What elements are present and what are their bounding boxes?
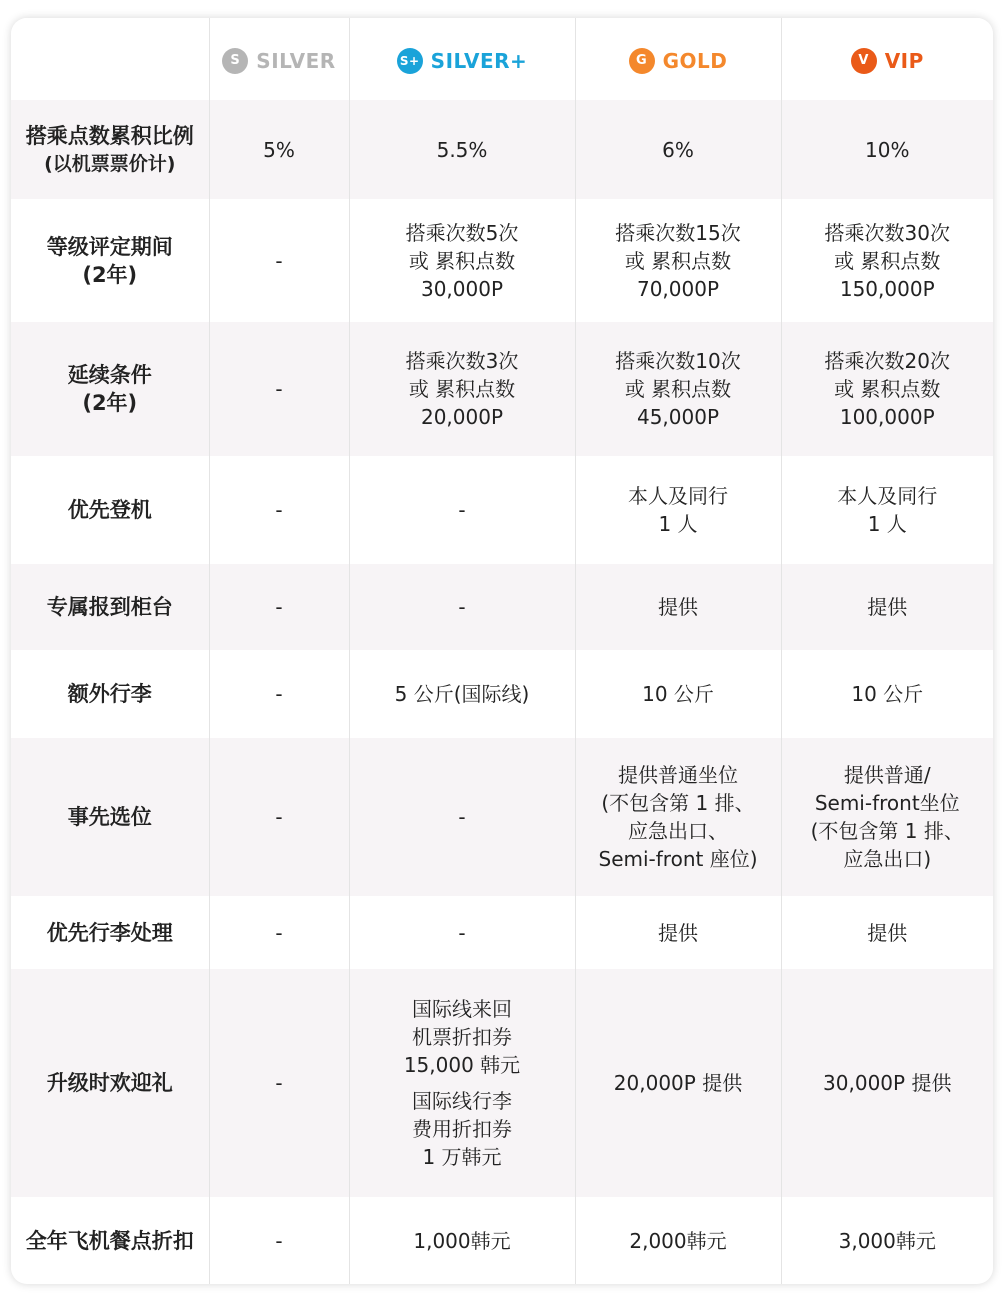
row-upgrade-welcome-gift — [11, 969, 993, 1197]
cell-gold — [575, 738, 781, 896]
cell-silver-plus — [349, 896, 575, 969]
cell-text-line: 1 万韩元 — [422, 1145, 502, 1169]
cell-silver — [209, 896, 349, 969]
cell-text-line: 1,000韩元 — [413, 1229, 511, 1253]
cell-text-line: 150,000P — [839, 276, 935, 301]
cell-text-line: Semi-front坐位 — [814, 791, 960, 815]
cell-gold — [575, 969, 781, 1197]
cell-text-line: 本人及同行 — [837, 484, 938, 508]
cell-text-line: - — [458, 805, 466, 829]
row-label-line: (以机票票价计) — [44, 152, 176, 175]
cell-text-line: - — [275, 682, 283, 706]
cell-gold — [575, 1197, 781, 1284]
cell-silver — [209, 100, 349, 199]
cell-text-line: 45,000P — [636, 405, 720, 429]
cell-text-line: 100,000P — [839, 405, 935, 429]
row-renewal-condition — [11, 322, 993, 456]
cell-silver-plus — [349, 322, 575, 456]
cell-text-line: - — [458, 595, 466, 619]
row-label — [11, 1197, 209, 1284]
cell-silver — [209, 1197, 349, 1284]
cell-text-line: - — [275, 248, 283, 273]
row-label — [11, 896, 209, 969]
cell-silver-plus — [349, 738, 575, 896]
cell-vip — [781, 896, 993, 969]
cell-text-line: 国际线来回 — [412, 997, 512, 1021]
row-label — [11, 738, 209, 896]
cell-vip — [781, 650, 993, 738]
corner-cell — [11, 18, 209, 100]
cell-text-line: 或 累积点数 — [624, 248, 732, 273]
cell-text-line: Semi-front 座位) — [598, 847, 758, 871]
row-inflight-meal-discount — [11, 1197, 993, 1284]
cell-text-line: 搭乘次数20次 — [824, 349, 950, 373]
cell-silver-plus — [349, 456, 575, 564]
cell-text-line: 5 公斤(国际线) — [394, 682, 530, 706]
cell-gold — [575, 456, 781, 564]
cell-text-line: - — [458, 920, 466, 945]
row-label — [11, 199, 209, 322]
tier-header-vip — [781, 18, 993, 100]
cell-text-line: 20,000P — [420, 405, 504, 429]
cell-text-line: - — [275, 1229, 283, 1253]
tier-name: VIP — [884, 49, 924, 73]
cell-text-line: - — [275, 805, 283, 829]
cell-text-line: - — [275, 595, 283, 619]
cell-text-line: 提供 — [867, 595, 908, 619]
cell-silver — [209, 650, 349, 738]
tier-header-gold — [575, 18, 781, 100]
tier-name: SILVER+ — [430, 48, 528, 73]
row-label-line: 全年飞机餐点折扣 — [25, 1229, 194, 1253]
cell-silver-plus — [349, 199, 575, 322]
cell-text-line: 提供 — [658, 595, 698, 619]
cell-text-line: 提供 — [867, 920, 908, 945]
gold-badge-icon: G — [629, 48, 655, 74]
row-label-line: 额外行李 — [67, 682, 152, 706]
cell-text-line: 1 人 — [658, 512, 698, 536]
silver-plus-badge-icon: S+ — [397, 48, 423, 74]
silver-badge-icon: S — [222, 48, 248, 74]
row-label — [11, 322, 209, 456]
row-label-line: 专属报到柜台 — [46, 595, 173, 619]
cell-text-line: 搭乘次数10次 — [615, 349, 741, 373]
row-label-line: 等级评定期间 — [46, 234, 173, 259]
cell-gold — [575, 564, 781, 650]
cell-text-line: - — [275, 1071, 283, 1095]
cell-gold — [575, 199, 781, 322]
spacer — [356, 1079, 569, 1087]
row-label-line: 升级时欢迎礼 — [46, 1071, 173, 1095]
cell-silver — [209, 969, 349, 1197]
cell-text-line: 3,000韩元 — [838, 1229, 936, 1253]
cell-text-line: 5% — [263, 137, 295, 162]
row-exclusive-checkin — [11, 564, 993, 650]
row-qualification-period — [11, 199, 993, 322]
row-label — [11, 650, 209, 738]
cell-text-line: 2,000韩元 — [629, 1229, 727, 1253]
cell-text-line: 20,000P 提供 — [613, 1071, 743, 1095]
cell-text-line: 搭乘次数15次 — [615, 220, 741, 245]
cell-vip — [781, 969, 993, 1197]
row-extra-baggage — [11, 650, 993, 738]
row-label-line: (2年) — [82, 391, 138, 415]
tier-header-silver — [209, 18, 349, 100]
cell-text-line: 或 累积点数 — [408, 248, 516, 273]
row-label-line: 优先行李处理 — [46, 920, 173, 945]
cell-text-line: 提供普通坐位 — [618, 763, 738, 787]
cell-text-line: 搭乘次数5次 — [405, 220, 519, 245]
cell-text-line: 30,000P 提供 — [823, 1071, 952, 1095]
cell-silver — [209, 738, 349, 896]
row-label — [11, 456, 209, 564]
cell-silver-plus — [349, 650, 575, 738]
row-label-line: 优先登机 — [67, 498, 152, 522]
tier-header-silver-plus — [349, 18, 575, 100]
cell-text-line: 提供 — [658, 920, 698, 945]
cell-text-line: (不包含第 1 排、 — [601, 791, 755, 815]
row-priority-boarding — [11, 456, 993, 564]
cell-text-line: 5.5% — [436, 137, 488, 162]
cell-text-line: 30,000P — [420, 276, 504, 301]
cell-text-line: 或 累积点数 — [834, 377, 941, 401]
row-earn-rate — [11, 100, 993, 199]
cell-text-line: 应急出口) — [843, 847, 932, 871]
cell-text-line: (不包含第 1 排、 — [810, 819, 964, 843]
cell-text-line: 或 累积点数 — [834, 248, 941, 273]
vip-badge-icon: V — [851, 48, 877, 74]
cell-text-line: 本人及同行 — [628, 484, 728, 508]
cell-text-line: 15,000 韩元 — [403, 1053, 521, 1077]
cell-text-line: 搭乘次数30次 — [824, 220, 950, 245]
tier-header-row — [11, 18, 993, 100]
cell-silver — [209, 564, 349, 650]
cell-vip — [781, 199, 993, 322]
row-label — [11, 969, 209, 1197]
cell-text-line: 应急出口、 — [628, 819, 728, 843]
cell-text-line: 10 公斤 — [642, 682, 714, 706]
cell-text-line: 或 累积点数 — [624, 377, 732, 401]
row-label-line: 延续条件 — [67, 363, 152, 387]
cell-text-line: 6% — [662, 137, 694, 162]
row-label-line: (2年) — [82, 262, 138, 287]
cell-text-line: 70,000P — [636, 276, 720, 301]
cell-silver — [209, 199, 349, 322]
cell-gold — [575, 650, 781, 738]
cell-silver-plus — [349, 564, 575, 650]
cell-text-line: 搭乘次数3次 — [405, 349, 519, 373]
cell-text-line: 1 人 — [867, 512, 907, 536]
cell-text-line: - — [275, 920, 283, 945]
cell-gold — [575, 100, 781, 199]
cell-text-line: - — [275, 498, 283, 522]
cell-silver — [209, 456, 349, 564]
row-priority-baggage — [11, 896, 993, 969]
cell-text-line: 或 累积点数 — [408, 377, 516, 401]
benefits-card — [11, 18, 993, 1284]
tier-benefits-table — [11, 18, 993, 1284]
cell-text-line: 提供普通/ — [843, 763, 931, 787]
tier-name: SILVER — [256, 49, 336, 73]
cell-text-line: 10 公斤 — [851, 682, 924, 706]
tier-name: GOLD — [662, 49, 728, 73]
cell-text-line: - — [458, 498, 466, 522]
row-label — [11, 100, 209, 199]
cell-silver-plus — [349, 100, 575, 199]
row-advance-seat-selection — [11, 738, 993, 896]
row-label — [11, 564, 209, 650]
row-label-line: 搭乘点数累积比例 — [25, 123, 194, 148]
cell-silver-plus — [349, 1197, 575, 1284]
cell-vip — [781, 738, 993, 896]
cell-vip — [781, 100, 993, 199]
row-label-line: 事先选位 — [67, 805, 152, 829]
cell-vip — [781, 564, 993, 650]
cell-vip — [781, 1197, 993, 1284]
cell-silver-plus — [349, 969, 575, 1197]
cell-silver — [209, 322, 349, 456]
cell-text-line: 国际线行李 — [412, 1089, 512, 1113]
cell-vip — [781, 322, 993, 456]
cell-text-line: 机票折扣券 — [412, 1025, 512, 1049]
cell-vip — [781, 456, 993, 564]
cell-gold — [575, 322, 781, 456]
cell-text-line: - — [275, 377, 283, 401]
cell-text-line: 费用折扣券 — [412, 1117, 512, 1141]
cell-text-line: 10% — [865, 137, 910, 162]
cell-gold — [575, 896, 781, 969]
